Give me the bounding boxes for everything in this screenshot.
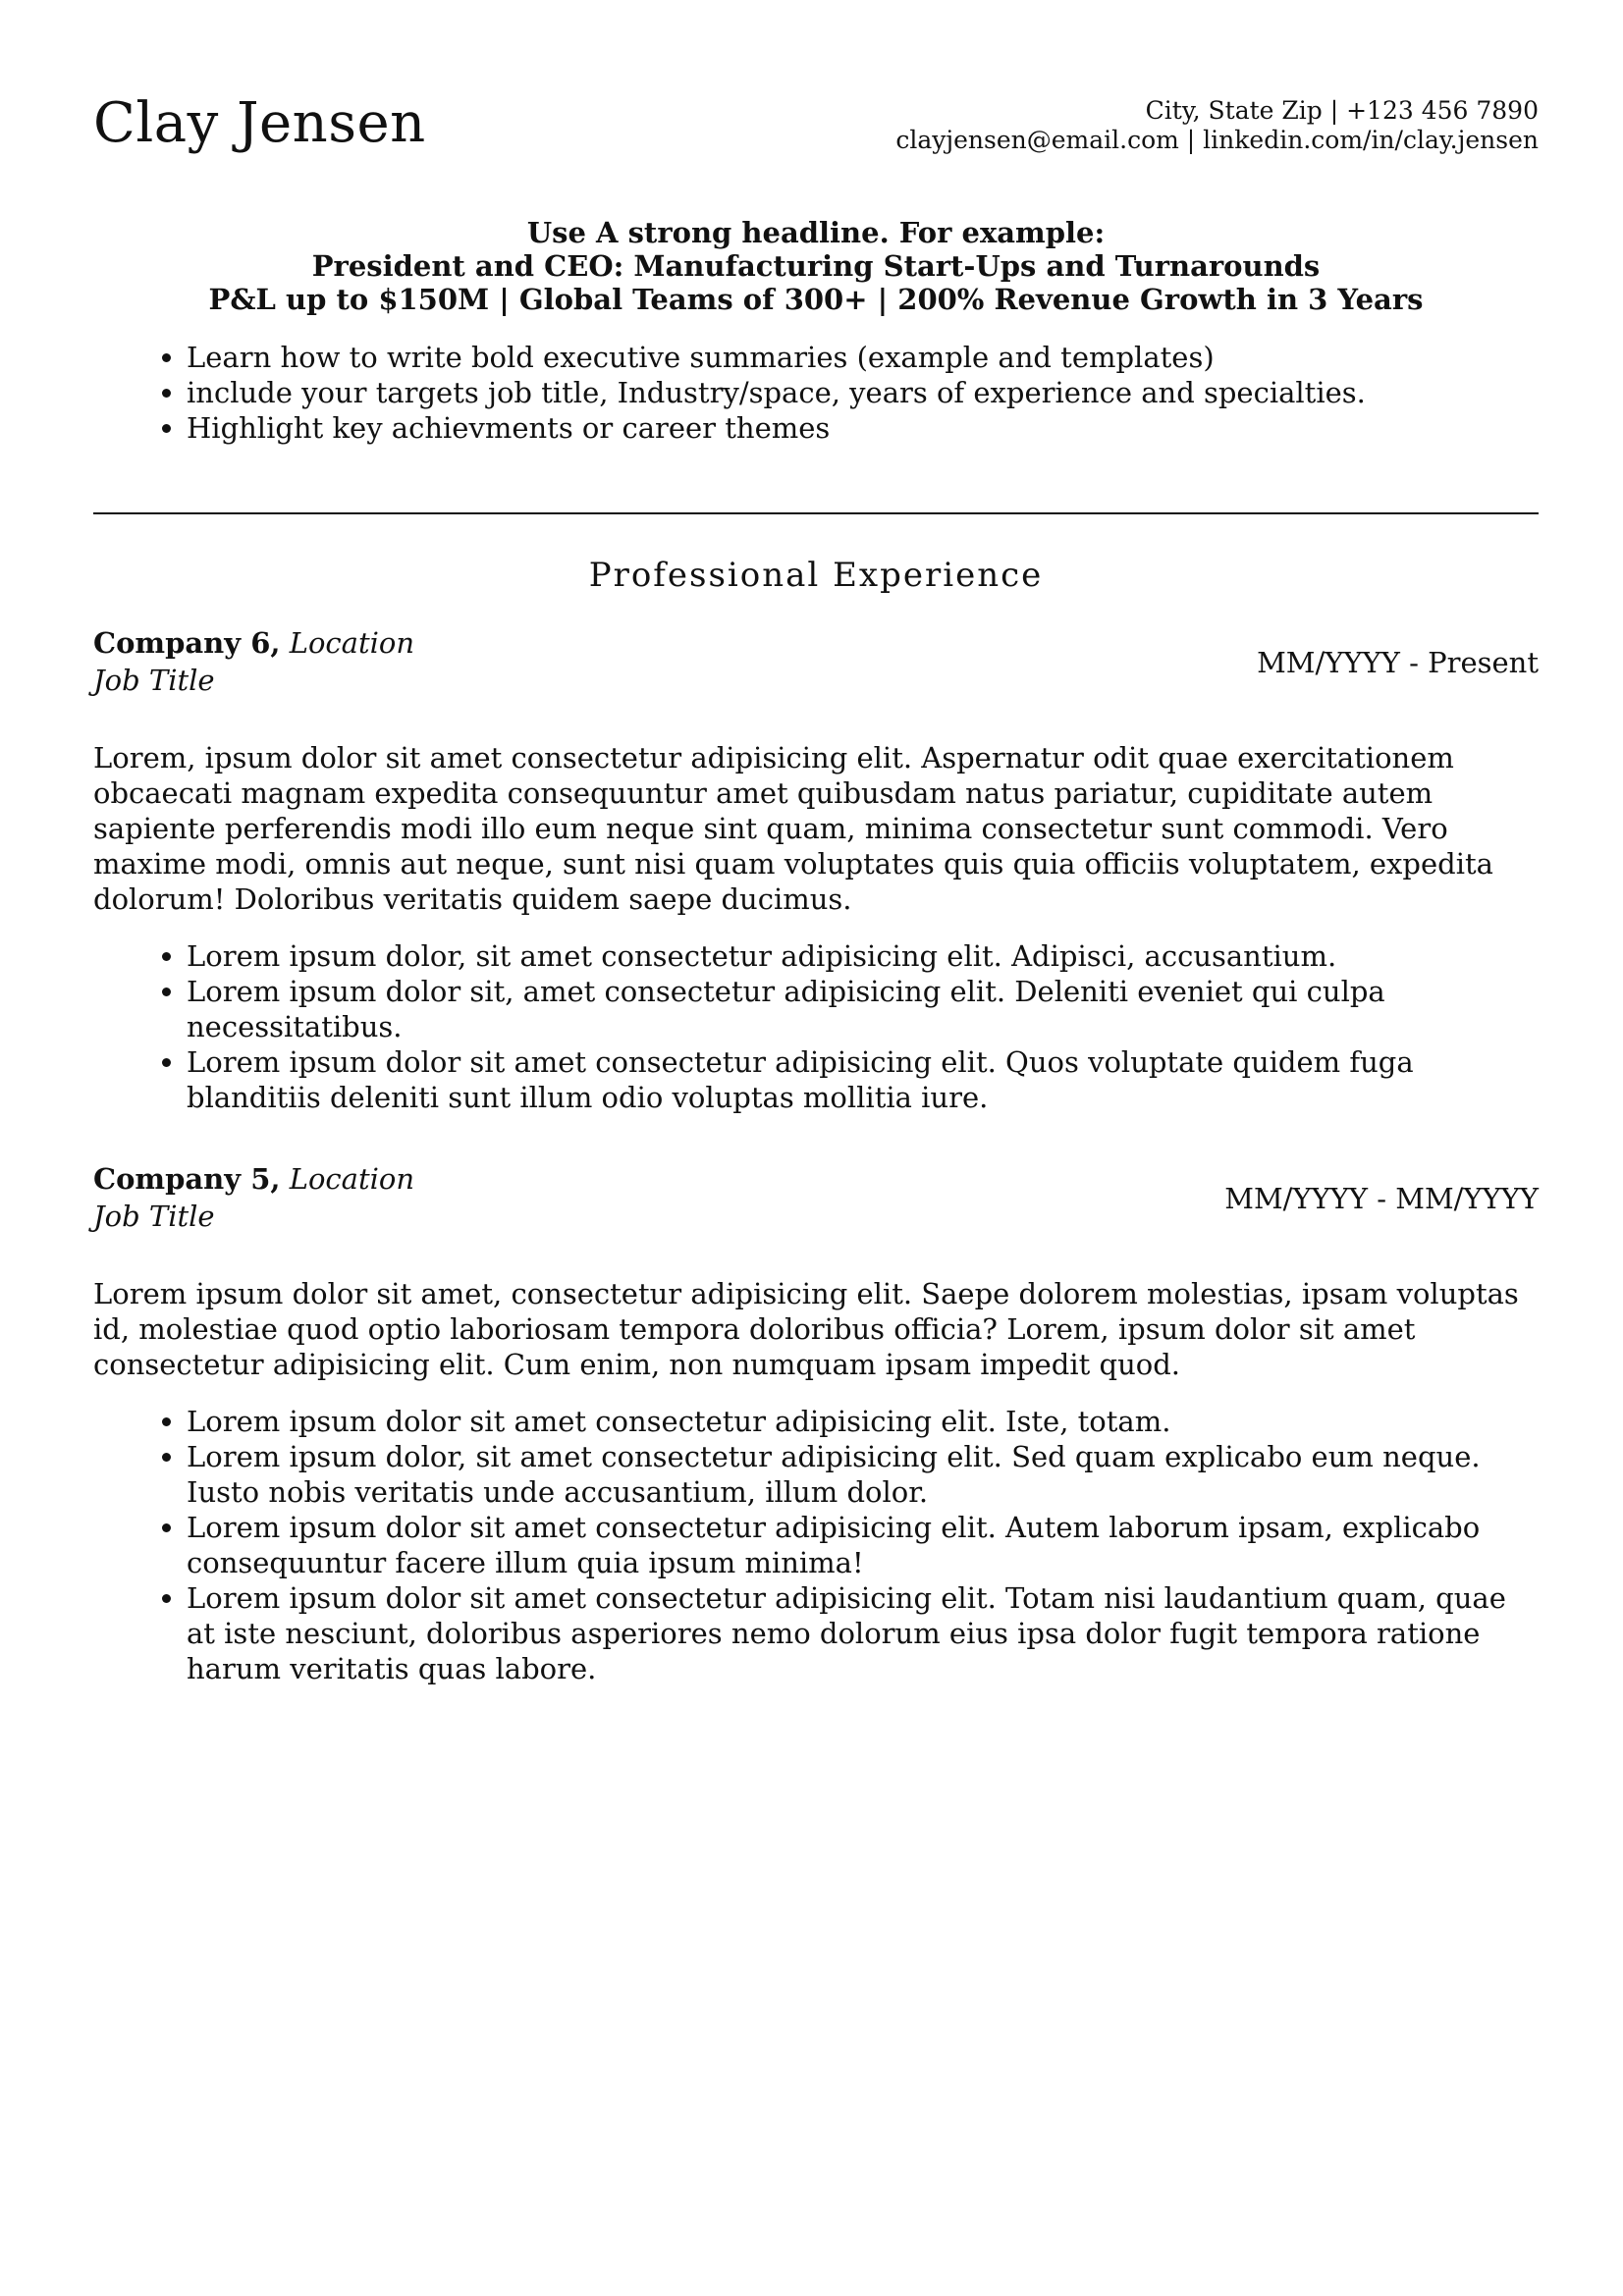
job-title-line [93,1198,215,1235]
job-title: Job Title [93,664,215,697]
headline-line-3: P&L up to $150M | Global Teams of 300+ | 200% Revenue Growth in 3 Years [208,283,1424,316]
job-header [93,624,1539,701]
job-bullet: • Lorem ipsum dolor sit amet consectetur adipisicing elit. Autem laborum ipsam, explicabo consequuntur facere illum quia ipsum minima! [187,1510,1539,1580]
job-title-line [93,662,215,699]
job-bullet: • Lorem ipsum dolor sit amet consectetur adipisicing elit. Iste, totam. [187,1404,1539,1439]
job-header [93,1160,1539,1237]
company-line [93,1160,414,1198]
summary-bullet: • include your targets job title, Industry/space, years of experience and specialties. [187,375,1539,410]
candidate-name: Clay Jensen [93,91,426,155]
job-bullet: • Lorem ipsum dolor sit amet consectetur adipisicing elit. Totam nisi laudantium quam, quae at iste nesciunt, doloribus asperiores nemo dolorum eius ipsa dolor fugit tempora ratione harum veritatis quas labore. [187,1580,1539,1686]
headline-line-2: President and CEO: Manufacturing Start-Ups and Turnarounds [311,249,1321,283]
contact-info [895,96,1539,155]
job-bullet: • Lorem ipsum dolor, sit amet consectetur adipisicing elit. Adipisci, accusantium. [187,938,1539,974]
job-description: Lorem ipsum dolor sit amet, consectetur adipisicing elit. Saepe dolorem molestias, ipsam voluptas id, molestiae quod optio laboriosam tempora doloribus officia? Lorem, ipsum dolor sit amet consectetur adipisicing elit. Cum enim, non numquam ipsam impedit quod. [93,1277,1519,1381]
job-bullet: • Lorem ipsum dolor, sit amet consectetur adipisicing elit. Sed quam explicabo eum neque. Iusto nobis veritatis unde accusantium, illum dolor. [187,1439,1539,1510]
headline-line-1: Use A strong headline. For example: [526,216,1106,249]
job-entry [93,624,1539,1115]
company-line [93,624,414,662]
summary-bullet: • Learn how to write bold executive summaries (example and templates) [187,340,1539,375]
job-bullet: • Lorem ipsum dolor sit, amet consectetur adipisicing elit. Deleniti eveniet qui culpa necessitatibus. [187,974,1539,1044]
job-description: Lorem, ipsum dolor sit amet consectetur adipisicing elit. Aspernatur odit quae exercitationem obcaecati magnam expedita consequuntur amet quibusdam natus pariatur, cupiditate autem sapiente perferendis modi illo eum neque sint quam, minima consectetur sunt commodi. Vero maxime modi, omnis aut neque, sunt nisi quam voluptates quis quia officiis voluptatem, expedita dolorum! Doloribus veritatis quidem saepe ducimus. [93,741,1493,916]
section-title-experience: Professional Experience [588,556,1044,595]
job-entry [93,1160,1539,1686]
job-bullets [93,938,1539,1115]
resume-page [93,0,1539,1686]
summary-bullets [93,340,1539,446]
summary-bullet: • Highlight key achievments or career themes [187,410,1539,446]
job-dates: MM/YYYY - MM/YYYY [1224,1182,1539,1215]
section-divider [93,512,1539,514]
headline [93,216,1539,316]
job-title: Job Title [93,1200,215,1233]
company-name: Company 5, [93,1162,281,1196]
company-name: Company 6, [93,626,281,660]
contact-line-location-phone: City, State Zip | +123 456 7890 [1145,96,1539,125]
job-dates: MM/YYYY - Present [1257,646,1539,679]
resume-header [93,0,1539,187]
contact-line-email-linkedin: clayjensen@email.com | linkedin.com/in/clay.jensen [895,126,1539,154]
job-bullets [93,1404,1539,1686]
job-bullet: • Lorem ipsum dolor sit amet consectetur adipisicing elit. Quos voluptate quidem fuga blanditiis deleniti sunt illum odio voluptas mollitia iure. [187,1044,1539,1115]
company-location: Location [289,1162,415,1196]
company-location: Location [289,626,415,660]
